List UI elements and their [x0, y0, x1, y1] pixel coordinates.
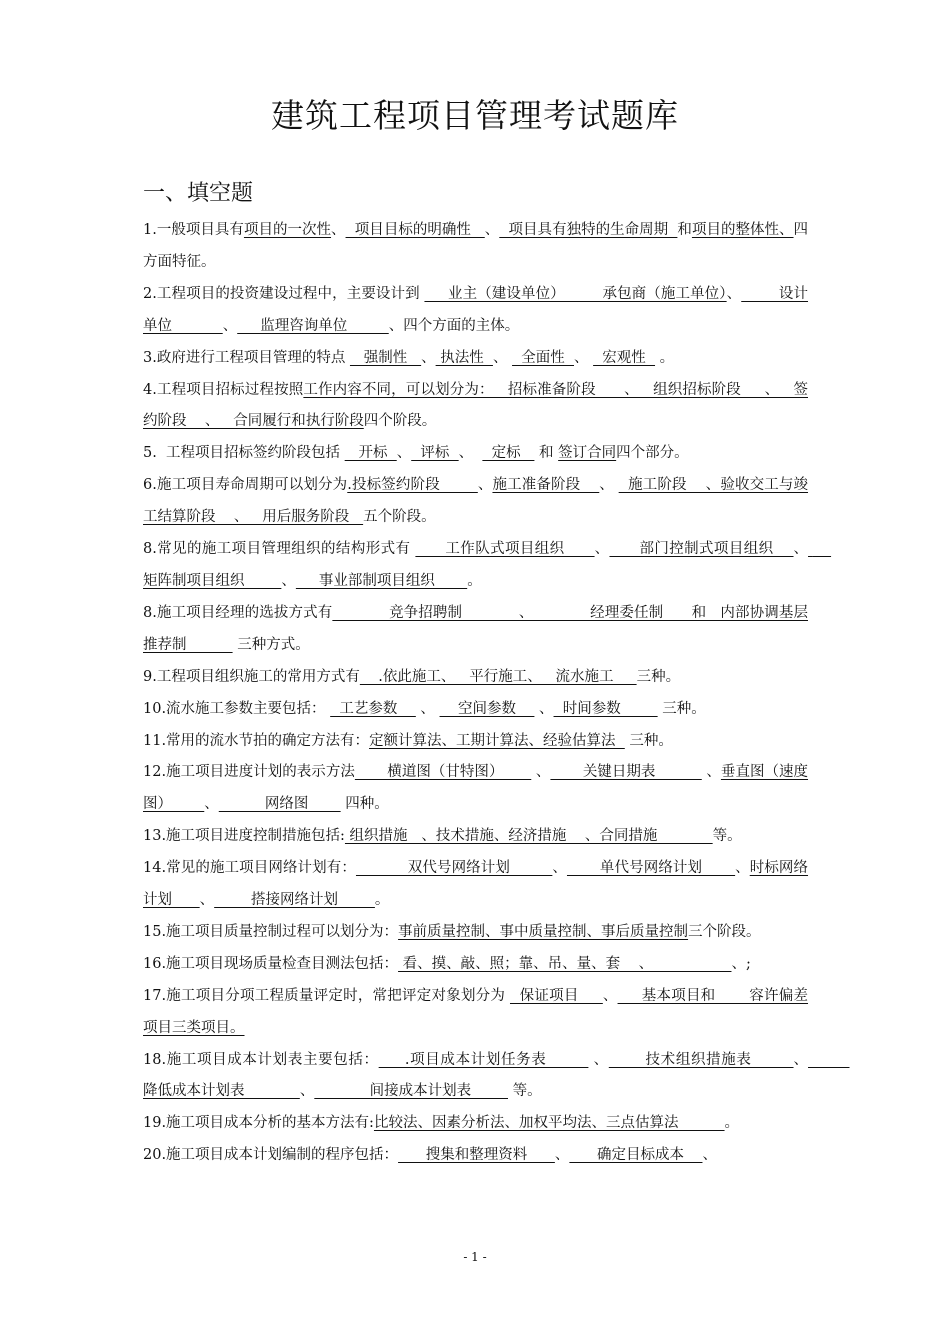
question-text: 、 [793, 1051, 809, 1068]
question-17 [143, 981, 808, 1045]
answer-blank: 项目的一次性 [243, 222, 332, 238]
question-text: 、 [552, 860, 567, 877]
question-text: 17.施工项目分项工程质量评定时，常把评定对象划分为 [143, 987, 510, 1004]
question-text: 、 [281, 572, 296, 589]
question-text: 、 [492, 349, 513, 366]
question-text: 三个阶段。 [688, 923, 761, 940]
answer-blank: 工艺参数 [330, 700, 416, 717]
answer-blank: 强制性 [349, 349, 422, 366]
page-number: - 1 - [463, 1250, 487, 1264]
question-text: 、 [594, 541, 610, 558]
question-text: 20.施工项目成本计划编制的程序包括： [143, 1147, 399, 1164]
question-9 [143, 662, 808, 694]
question-5 [143, 438, 808, 470]
answer-blank: 搜集和整理资料 [398, 1147, 555, 1164]
question-20 [143, 1140, 808, 1172]
answer-blank: 定额计算法、工期计算法、经验估算法 [369, 732, 625, 749]
question-text: 四方面特征。 [143, 222, 809, 270]
question-15 [143, 917, 808, 949]
question-19 [143, 1108, 808, 1140]
question-text: 、 [531, 764, 551, 781]
question-text: 13.施工项目进度控制措施包括: [143, 828, 345, 845]
question-6 [143, 470, 808, 534]
question-text: 、 [199, 892, 215, 909]
question-text: 。 [724, 1115, 740, 1132]
question-text: 、 [793, 541, 809, 558]
answer-blank: 评标 [411, 445, 459, 462]
question-text: 19.施工项目成本分析的基本方法有: [143, 1115, 374, 1132]
question-text: 8.常见的施工项目管理组织的结构形式有 [143, 541, 416, 558]
question-text: 。 [655, 349, 675, 366]
answer-blank: 业主（建设单位） 承包商（施工单位） [424, 285, 727, 302]
answer-blank: 降低成本计划表 [143, 1051, 850, 1100]
answer-blank: 比较法、因素分析法、加权平均法、三点估算法 [373, 1115, 725, 1132]
question-text: 8.施工项目经理的选拔方式有 [143, 604, 333, 621]
question-text: 三种。 [624, 732, 673, 749]
answer-blank: 时间参数 [553, 700, 658, 717]
answer-blank: 垂直图（速度图） [143, 764, 809, 813]
answer-blank: .项目成本计划任务表 [378, 1051, 589, 1068]
answer-blank: 事业部制项目组织 [295, 572, 468, 589]
question-text: 5. 工程项目招标签约阶段包括 [143, 445, 345, 462]
question-text: 、 [484, 222, 500, 238]
question-text: 6.施工项目寿命周期可以划分为 [143, 477, 348, 494]
answer-blank: 矩阵制项目组织 [143, 541, 832, 589]
question-text: 、 [458, 445, 483, 462]
question-text: 、 [702, 1147, 717, 1164]
question-text: 、 [554, 1147, 570, 1164]
question-text: 、 [602, 987, 618, 1004]
answer-blank: 开标 [344, 445, 397, 462]
question-text: 16.施工项目现场质量检查目测法包括： [143, 955, 399, 972]
question-14 [143, 853, 808, 917]
question-text: 、 [477, 477, 493, 494]
question-text: 。 [374, 892, 390, 909]
question-18 [143, 1045, 850, 1109]
answer-blank: 竞争招聘制 、 经理委任制 和 内部协调基层推荐制 [143, 604, 808, 653]
question-8 [143, 598, 808, 662]
question-7 [143, 534, 832, 598]
question-text: 、 [735, 860, 750, 877]
question-text: 等。 [508, 1083, 542, 1100]
question-text: 、 [331, 222, 346, 238]
answer-blank: 间接成本计划表 [314, 1083, 508, 1100]
question-13 [143, 821, 808, 853]
answer-blank: 执法性 [435, 349, 493, 366]
question-text: 2.工程项目的投资建设过程中，主要设计到 [143, 285, 425, 302]
question-1 [143, 215, 808, 279]
question-11 [143, 726, 808, 758]
answer-blank: 工作队式项目组织 [415, 541, 595, 558]
answer-blank: .依此施工、 平行施工、 流水施工 [359, 668, 637, 685]
answer-blank: 关键日期表 [550, 764, 702, 781]
question-text: 、 [701, 764, 721, 781]
question-text: 10.流水施工参数主要包括： [143, 700, 331, 717]
answer-blank: 双代号网络计划 [355, 860, 553, 877]
question-text: 9.工程项目组织施工的常用方式有 [143, 668, 360, 685]
question-text: 、 [421, 349, 436, 366]
answer-blank: 保证项目 [509, 987, 603, 1004]
answer-blank: 部门控制式项目组织 [609, 541, 794, 558]
question-text: 、 [415, 700, 440, 717]
answer-blank: 工作内容不同，可以划分为： 招标准备阶段 、 组织招标阶段 、 签约阶段 、 合同履行和执行阶段 [143, 381, 808, 430]
question-text: 、 [396, 445, 412, 462]
question-10 [143, 694, 808, 726]
question-text: 、; [731, 955, 751, 972]
answer-blank: .投标签约阶段 [347, 477, 478, 494]
question-list [143, 215, 850, 1172]
question-text: 四个阶段。 [363, 413, 437, 430]
answer-blank: 基本项目和 容许偏差项目三类项目。 [143, 987, 809, 1036]
question-12 [143, 757, 808, 821]
section-heading: 一、填空题 [143, 181, 254, 206]
question-text: 、 [588, 1051, 609, 1068]
answer-blank: 施工阶段 、验收交工与竣工结算阶段 、 用后服务阶段 [143, 477, 809, 526]
answer-blank: 事前质量控制、事中质量控制、事后质量控制 [398, 923, 689, 940]
answer-blank: 时标网络计划 [143, 860, 809, 909]
question-text: 五个阶段。 [363, 509, 436, 526]
answer-blank: 签订合同 [558, 445, 617, 462]
question-2 [143, 279, 808, 343]
answer-blank: 监理咨询单位 [237, 317, 389, 334]
answer-blank: 全面性 [512, 349, 574, 366]
question-text: 四个部分。 [616, 445, 689, 462]
question-text: 和 [534, 445, 559, 462]
question-text: 、 [534, 700, 554, 717]
answer-blank: 设计单位 [143, 285, 809, 334]
question-text: 四种。 [340, 796, 389, 813]
question-text: 三种。 [636, 668, 681, 685]
question-text: 11.常用的流水节拍的确定方法有： [143, 732, 370, 749]
answer-blank: 确定目标成本 [569, 1147, 703, 1164]
answer-blank: 搭接网络计划 [214, 892, 375, 909]
question-text: 和 [677, 222, 692, 238]
answer-blank: 项目目标的明确性 [345, 222, 485, 238]
question-16 [143, 949, 808, 981]
question-text: 、 [573, 349, 594, 366]
question-text: 、 [204, 796, 219, 813]
answer-blank: 单代号网络计划 [566, 860, 736, 877]
question-text: 12.施工项目进度计划的表示方法 [143, 764, 355, 781]
question-text: 、四个方面的主体。 [388, 317, 520, 334]
answer-blank: 技术组织措施表 [608, 1051, 794, 1068]
answer-blank: 项目的整体性、 [691, 222, 794, 238]
document-title: 建筑工程项目管理考试题库 [271, 96, 679, 135]
question-text: 4.工程项目招标过程按照 [143, 381, 304, 398]
answer-blank: 宏观性 [593, 349, 656, 366]
question-text: 、 [222, 317, 238, 334]
answer-blank: 看、摸、敲、照；靠、吊、量、套 、 [398, 955, 732, 972]
question-text: 、 [299, 1083, 315, 1100]
question-3 [143, 343, 808, 375]
answer-blank: 定标 [482, 445, 535, 462]
question-text: 。 [467, 572, 482, 589]
question-text: 1.一般项目具有 [143, 222, 244, 238]
question-text: 15.施工项目质量控制过程可以划分为： [143, 923, 399, 940]
answer-blank: 空间参数 [439, 700, 535, 717]
answer-blank: 组织措施 、技术措施、经济措施 、合同措施 [344, 828, 713, 845]
answer-blank: 项目具有独特的生命周期 [499, 222, 678, 238]
question-4 [143, 375, 808, 439]
question-text: 三种方式。 [232, 636, 310, 653]
answer-blank: 施工准备阶段 [492, 477, 600, 494]
answer-blank: 横道图（甘特图） [354, 764, 532, 781]
question-text: 14.常见的施工项目网络计划有： [143, 860, 356, 877]
question-text: 3.政府进行工程项目管理的特点 [143, 349, 350, 366]
question-text: 、 [726, 285, 742, 302]
answer-blank: 网络图 [218, 796, 341, 813]
question-text: 等。 [712, 828, 742, 845]
question-text: 三种。 [657, 700, 706, 717]
question-text: 18.施工项目成本计划表主要包括： [143, 1051, 379, 1068]
question-text: 、 [599, 477, 619, 494]
